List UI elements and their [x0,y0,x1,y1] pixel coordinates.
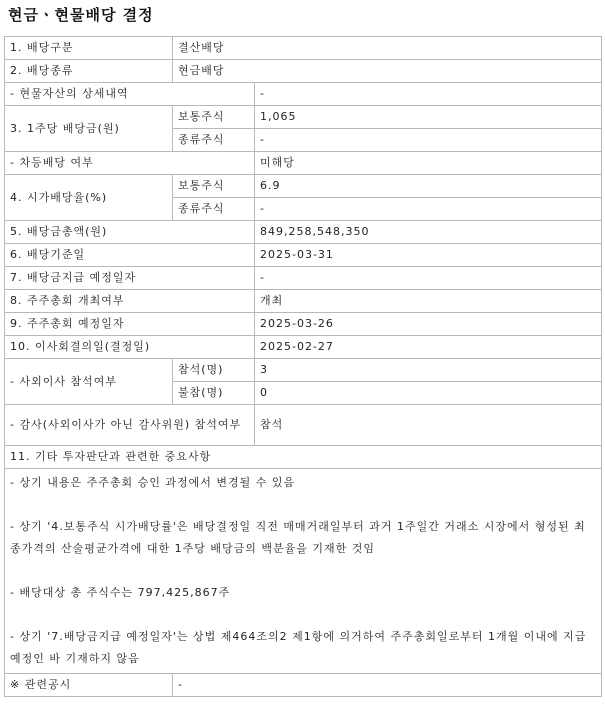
row-sublabel: 불참(명) [173,382,255,405]
table-row [5,106,602,129]
table-row [5,313,602,336]
row-value: 현금배당 [173,60,602,83]
row-label: 4. 시가배당율(%) [5,175,173,221]
row-value: 1,065 [255,106,602,129]
row-label: - 감사(사외이사가 아닌 감사위원) 참석여부 [5,405,255,446]
note-text: - 상기 '7.배당금지급 예정일자'는 상법 제464조의2 제1항에 의거하여 주주총회일로부터 1개월 이내에 지급 예정인 바 기재하지 않음 [10,630,587,665]
row-value: - [255,83,602,106]
table-row [5,152,602,175]
row-sublabel: 보통주식 [173,106,255,129]
row-sublabel: 참석(명) [173,359,255,382]
row-label: 2. 배당종류 [5,60,173,83]
page-title: 현금ㆍ현물배당 결정 [8,6,154,24]
table-row [5,175,602,198]
note-text: - 상기 '4.보통주식 시가배당률'은 배당결정일 직전 매매거래일부터 과거 1주일간 거래소 시장에서 형성된 최종가격의 산술평균가격에 대한 1주당 배당금의 백분율을 기재한 것임 [10,520,586,555]
row-label: - 현물자산의 상세내역 [5,83,255,106]
row-value: - [255,129,602,152]
table-row [5,336,602,359]
row-label: - 사외이사 참석여부 [5,359,173,405]
row-label: 3. 1주당 배당금(원) [5,106,173,152]
row-value: 2025-02-27 [255,336,602,359]
row-value: 6.9 [255,175,602,198]
row-label: 10. 이사회결의일(결정일) [5,336,255,359]
note-text: - 상기 내용은 주주총회 승인 과정에서 변경될 수 있음 [10,476,296,489]
table-row [5,405,602,446]
row-label: 1. 배당구분 [5,37,173,60]
notes-cell [5,469,602,674]
row-value: - [255,198,602,221]
row-label: 11. 기타 투자판단과 관련한 중요사항 [5,446,602,469]
row-label: 9. 주주총회 예정일자 [5,313,255,336]
row-value: 849,258,548,350 [255,221,602,244]
row-value: - [255,267,602,290]
row-value: - [173,674,602,697]
row-value: 미해당 [255,152,602,175]
table-row [5,83,602,106]
table-row [5,60,602,83]
row-value: 3 [255,359,602,382]
row-sublabel: 종류주식 [173,129,255,152]
row-label: 6. 배당기준일 [5,244,255,267]
table-row [5,469,602,674]
row-value: 2025-03-26 [255,313,602,336]
row-value: 2025-03-31 [255,244,602,267]
table-row [5,221,602,244]
row-label: - 차등배당 여부 [5,152,255,175]
table-row [5,290,602,313]
row-label: 5. 배당금총액(원) [5,221,255,244]
row-value: 결산배당 [173,37,602,60]
table-row [5,37,602,60]
row-label: 8. 주주총회 개최여부 [5,290,255,313]
table-row [5,359,602,382]
row-value: 0 [255,382,602,405]
row-value: 참석 [255,405,602,446]
row-sublabel: 보통주식 [173,175,255,198]
table-row [5,446,602,469]
row-sublabel: 종류주식 [173,198,255,221]
table-row [5,267,602,290]
note-text: - 배당대상 총 주식수는 797,425,867주 [10,586,231,599]
row-label: 7. 배당금지급 예정일자 [5,267,255,290]
dividend-table [4,36,602,697]
row-label: ※ 관련공시 [5,674,173,697]
table-row [5,674,602,697]
row-value: 개최 [255,290,602,313]
table-row [5,244,602,267]
